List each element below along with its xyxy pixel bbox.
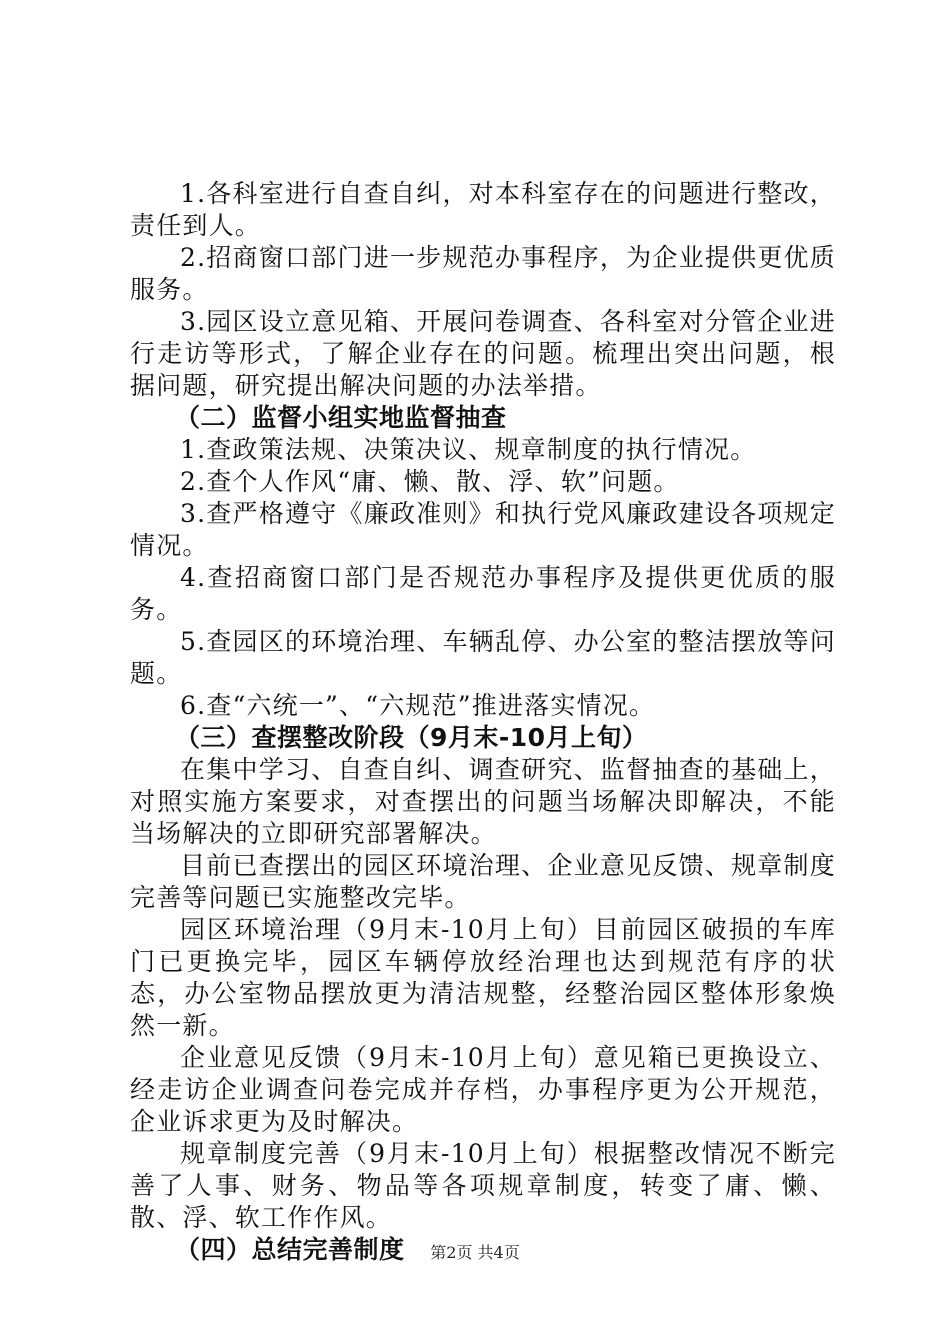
paragraph: 1.各科室进行自查自纠，对本科室存在的问题进行整改，责任到人。: [130, 179, 836, 240]
paragraph: 园区环境治理（9月末-10月上旬）目前园区破损的车库门已更换完毕，园区车辆停放经治理也达到规范有序的状态，办公室物品摆放更为清洁规整，经整治园区整体形象焕然一新。: [130, 915, 836, 1040]
page-number: 第2页 共4页: [430, 1243, 520, 1262]
paragraph: 在集中学习、自查自纠、调查研究、监督抽查的基础上，对照实施方案要求，对查摆出的问题当场解决即解决，不能当场解决的立即研究部署解决。: [130, 755, 836, 848]
paragraph: 5.查园区的环境治理、车辆乱停、办公室的整洁摆放等问题。: [130, 627, 836, 688]
paragraph: 2.查个人作风“庸、懒、散、浮、软”问题。: [180, 467, 680, 496]
section-heading: （四）总结完善制度: [175, 1235, 405, 1264]
paragraph: 1.查政策法规、决策决议、规章制度的执行情况。: [180, 435, 757, 464]
paragraph: 3.查严格遵守《廉政准则》和执行党风廉政建设各项规定情况。: [130, 499, 836, 560]
document-body: [130, 178, 836, 1266]
paragraph: 2.招商窗口部门进一步规范办事程序，为企业提供更优质服务。: [130, 243, 836, 304]
paragraph: 企业意见反馈（9月末-10月上旬）意见箱已更换设立、经走访企业调查问卷完成并存档，办事程序更为公开规范，企业诉求更为及时解决。: [130, 1043, 836, 1136]
section-heading: （三）查摆整改阶段（9月末-10月上旬）: [175, 723, 648, 752]
paragraph: 规章制度完善（9月末-10月上旬）根据整改情况不断完善了人事、财务、物品等各项规章制度，转变了庸、懒、散、浮、软工作作风。: [130, 1139, 836, 1232]
paragraph: 6.查“六统一”、“六规范”推进落实情况。: [180, 691, 656, 720]
paragraph: 4.查招商窗口部门是否规范办事程序及提供更优质的服务。: [130, 563, 836, 624]
section-heading: （二）监督小组实地监督抽查: [175, 403, 507, 432]
paragraph: 3.园区设立意见箱、开展问卷调查、各科室对分管企业进行走访等形式，了解企业存在的问题。梳理出突出问题，根据问题，研究提出解决问题的办法举措。: [130, 307, 836, 400]
paragraph: 目前已查摆出的园区环境治理、企业意见反馈、规章制度完善等问题已实施整改完毕。: [130, 851, 836, 912]
